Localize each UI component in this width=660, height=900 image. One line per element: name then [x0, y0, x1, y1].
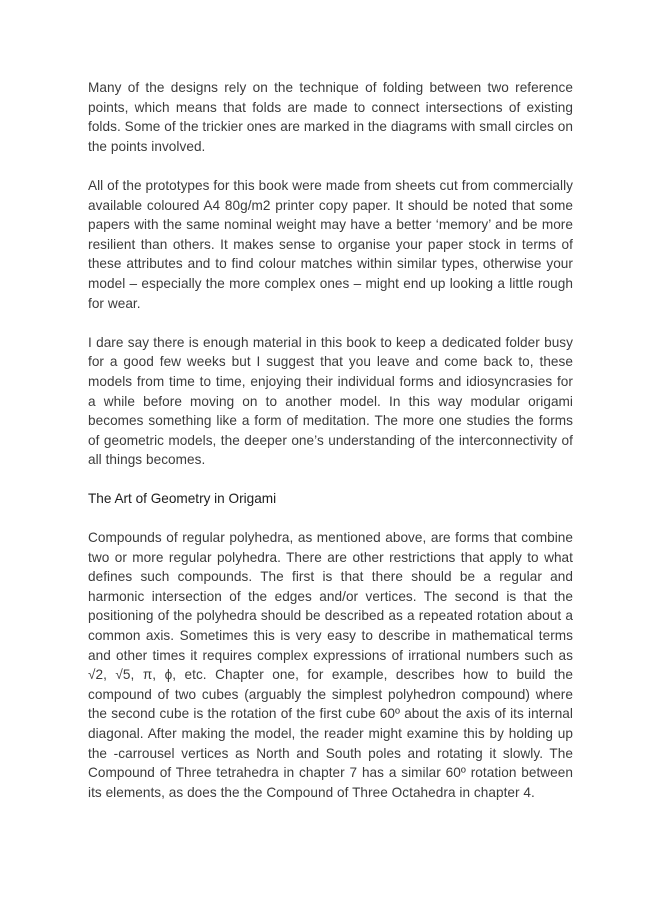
document-page [88, 78, 573, 822]
paragraph-reference-points: Many of the designs rely on the technique of folding between two reference points, which means that folds are made to connect intersections of existing folds. Some of the trickier ones are marked in the diagrams with small circles on the points involved. [88, 80, 573, 154]
paragraph-compounds: Compounds of regular polyhedra, as mentioned above, are forms that combine two or more regular polyhedra. There are other restrictions that apply to what defines such compounds. The first is that there should be a regular and harmonic intersection of the edges and/or vertices. The second is that the positioning of the polyhedra should be described as a repeated rotation about a common axis. Sometimes this is very easy to describe in mathematical terms and other times it requires complex expressions of irrational numbers such as √2, √5, π, ϕ, etc. Chapter one, for example, describes how to build the compound of two cubes (arguably the simplest polyhedron compound) where the second cube is the rotation of the first cube 60º about the axis of its internal diagonal. After making the model, the reader might examine this by holding up the -carrousel vertices as North and South poles and rotating it slowly. The Compound of Three tetrahedra in chapter 7 has a similar 60º rotation between its elements, as does the the Compound of Three Octahedra in chapter 4. [88, 530, 573, 800]
paragraph-paper-prototypes: All of the prototypes for this book were made from sheets cut from commercially available coloured A4 80g/m2 printer copy paper. It should be noted that some papers with the same nominal weight may have a better ‘memory’ and be more resilient than others. It makes sense to organise your paper stock in terms of these attributes and to find colour matches within similar types, otherwise your model – especially the more complex ones – might end up looking a little rough for wear. [88, 177, 573, 311]
paragraph-meditation: I dare say there is enough material in this book to keep a dedicated folder busy for a good few weeks but I suggest that you leave and come back to, these models from time to time, enjoying their individual forms and idiosyncrasies for a while before moving on to another model. In this way modular origami becomes something like a form of meditation. The more one studies the forms of geometric models, the deeper one’s understanding of the interconnectivity of all things becomes. [88, 334, 573, 468]
section-heading: The Art of Geometry in Origami [88, 491, 277, 507]
